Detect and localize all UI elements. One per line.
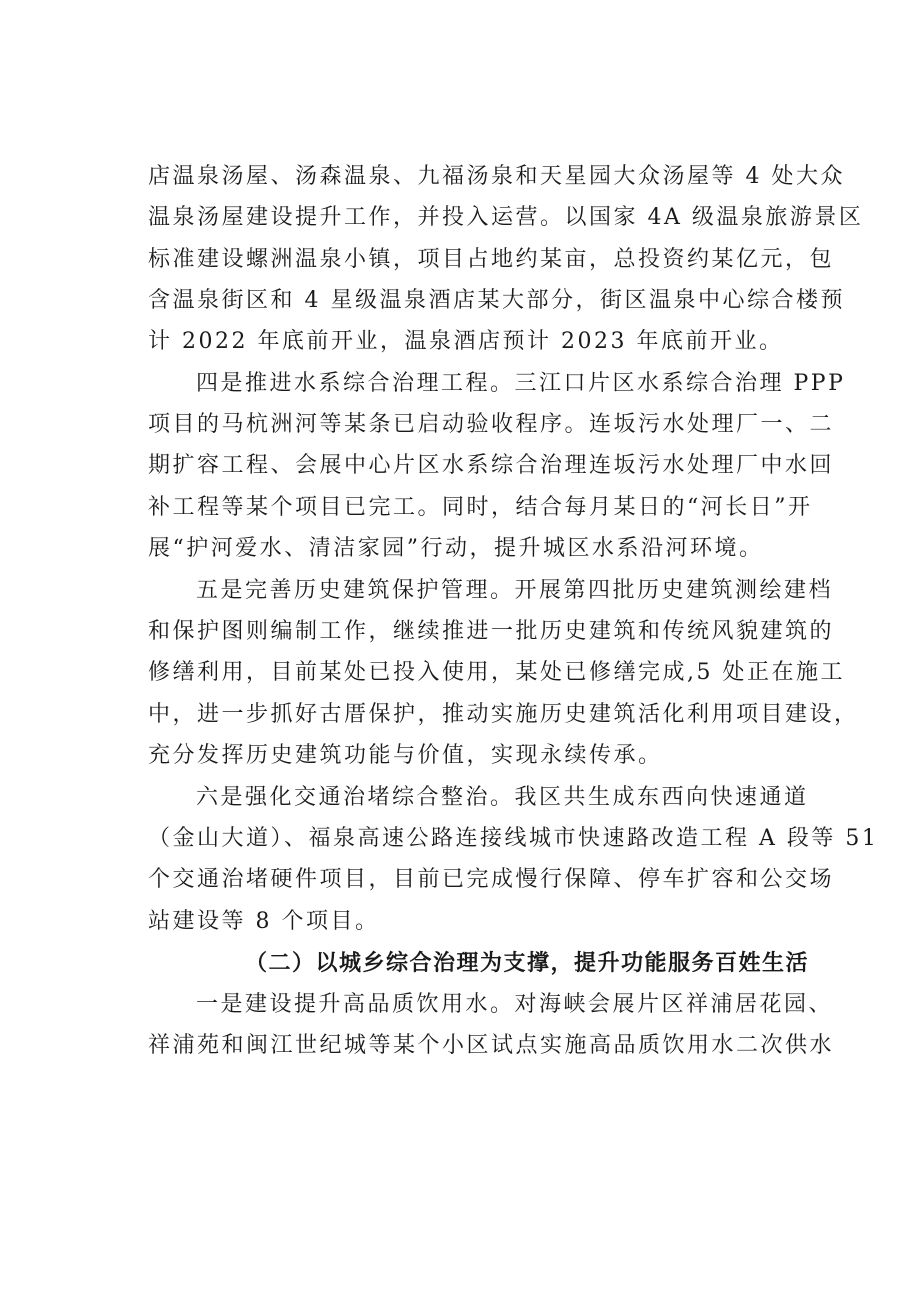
paragraph-line: 站建设等 8 个项目。 — [148, 909, 380, 934]
paragraph-line: 含温泉街区和 4 星级温泉酒店某大部分，街区温泉中心综合楼预 — [148, 288, 845, 313]
paragraph-line: 个交通治堵硬件项目，目前已完成慢行保障、停车扩容和公交场 — [148, 867, 835, 892]
paragraph-line: 温泉汤屋建设提升工作，并投入运营。以国家 4A 级温泉旅游景区 — [148, 205, 864, 230]
paragraph-line: 标准建设螺洲温泉小镇，项目占地约某亩，总投资约某亿元，包 — [148, 247, 835, 272]
paragraph-line: 一是建设提升高品质饮用水。对海峡会展片区祥浦居花园、 — [196, 992, 834, 1017]
paragraph-line: （金山大道）、福泉高速公路连接线城市快速路改造工程 A 段等 51 — [148, 826, 879, 851]
paragraph-line: 展“护河爱水、清洁家园”行动，提升城区水系沿河环境。 — [148, 536, 764, 561]
paragraph-line: 店温泉汤屋、汤森温泉、九福汤泉和天星园大众汤屋等 4 处大众 — [148, 164, 845, 189]
paragraph-line: 四是推进水系综合治理工程。三江口片区水系综合治理 PPP — [196, 371, 846, 396]
paragraph-line: 六是强化交通治堵综合整治。我区共生成东西向快速通道 — [196, 785, 809, 810]
paragraph-line: 计 2022 年底前开业，温泉酒店预计 2023 年底前开业。 — [148, 329, 784, 354]
paragraph-line: 中，进一步抓好古厝保护，推动实施历史建筑活化利用项目建设， — [148, 702, 859, 727]
paragraph-line: 祥浦苑和闽江世纪城等某个小区试点实施高品质饮用水二次供水 — [148, 1033, 835, 1058]
paragraph-line: 项目的马杭洲河等某条已启动验收程序。连坂污水处理厂一、二 — [148, 412, 835, 437]
paragraph-line: 五是完善历史建筑保护管理。开展第四批历史建筑测绘建档 — [196, 578, 834, 603]
paragraph-line: 充分发挥历史建筑功能与价值，实现永续传承。 — [148, 743, 663, 768]
paragraph-line: 修缮利用，目前某处已投入使用，某处已修缮完成,5 处正在施工 — [148, 660, 845, 685]
paragraph-line: 期扩容工程、会展中心片区水系综合治理连坂污水处理厂中水回 — [148, 453, 835, 478]
paragraph-line: 和保护图则编制工作，继续推进一批历史建筑和传统风貌建筑的 — [148, 619, 835, 644]
paragraph-line: 补工程等某个项目已完工。同时，结合每月某日的“河长日”开 — [148, 495, 813, 520]
section-heading: （二）以城乡综合治理为支撑，提升功能服务百姓生活 — [245, 950, 810, 976]
